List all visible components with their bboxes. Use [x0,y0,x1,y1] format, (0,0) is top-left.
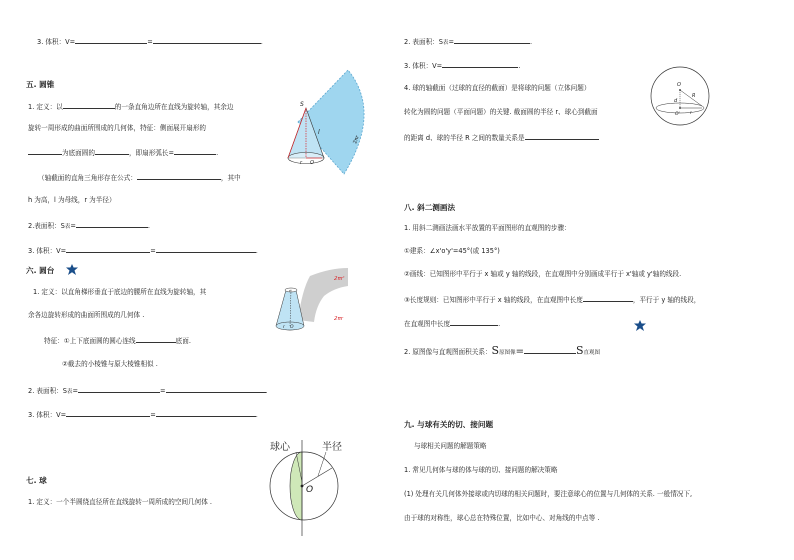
oblique-line4: ③长度规则：已知图形中平行于 x 轴的线段，在直观图中长度 ，平行于 y 轴的线段， [404,296,701,304]
frustum-heading: 六. 圆台 [26,266,55,275]
star-icon [66,264,78,276]
cone-note-line1: （轴截面的直角三角形存在公式： ，其中 [38,174,241,182]
blank[interactable] [137,172,221,180]
cone-volume: 3. 体积：V= = . [28,247,258,255]
oblique-line5: 在直观图中长度 . [404,320,501,328]
oblique-heading: 八. 斜二测画法 [404,203,456,212]
cross-label-O2: O' [675,112,680,117]
sphere-area: 2. 表面积：S表= . [404,38,533,46]
cross-label-d: d [674,98,678,104]
blank[interactable] [450,318,498,326]
sphere-label-center: 球心 [270,442,290,453]
cone-label-O: O [310,160,314,166]
cone-def-line1: 1. 定义：以 的一条直角边所在直线为旋转轴，其余边 [28,103,234,111]
frustum-label-r-top: r' [289,289,292,293]
frustum-label-arc-bottom: 2πr [334,316,344,322]
cone-label-S: S [300,101,304,108]
cone-label-arc: 2πr [352,134,361,145]
frustum-feature1: 特征：①上下底面圆的圆心连线 底面. [44,337,191,345]
frustum-label-O: O [290,325,294,330]
sphere-label-radius: 半径 [322,442,342,453]
frustum-def-line2: 余各边旋转形成的曲面所围成的几何体 . [28,311,145,319]
tangent-line2: 1. 常见几何体与球的体与球的切、接问题的解决策略 [404,466,558,474]
blank[interactable] [66,409,150,417]
sphere-figure [262,432,352,542]
blank[interactable] [136,335,176,343]
sphere-volume: 3. 体积：V= . [404,62,521,70]
blank[interactable] [442,60,518,68]
frustum-label-arc-top: 2πr' [334,276,345,282]
frustum-figure [268,262,368,342]
blank[interactable] [525,132,599,140]
cone-area: 2.表面积：S表= . [28,222,151,230]
blank[interactable] [95,147,129,155]
blank[interactable] [76,220,148,228]
blank[interactable] [156,245,256,253]
cone-heading: 五. 圆锥 [26,80,55,89]
cone-prev-volume: 3. 体积：V= = . [37,38,263,46]
frustum-feature2: ②截去的小棱锥与原大棱锥相似 . [62,360,158,368]
blank[interactable] [174,147,216,155]
sphere-heading: 七. 球 [26,476,47,485]
blank[interactable] [66,245,150,253]
blank[interactable] [166,385,266,393]
sphere-item4-line3: 的距离 d、球的半径 R 之间的数量关系是 [404,132,599,143]
cone-label-l: l [318,129,320,136]
sphere-item4-line2: 转化为圆的问题（平面问题）的关键. 截面圆的半径 r、球心到截面 [404,108,598,116]
blank[interactable] [583,294,633,302]
frustum-label-r: r [283,325,285,330]
blank[interactable] [78,385,160,393]
sphere-outline [270,452,338,520]
oblique-area-relation: 2. 原图像与直观图面积关系：S原图像= S直观图 [404,344,601,357]
oblique-line1: 1. 用斜二测画法画水平放置的平面图形的直观图的步骤： [404,224,571,232]
sphere-label-O: O [306,485,314,495]
frustum-area: 2. 表面积：S表= = . [28,387,268,395]
oblique-line3: ②画线：已知图形中平行于 x 轴或 y 轴的线段，在直观图中分别画成平行于 x'轴或 y'轴的线段. [404,270,682,278]
blank[interactable] [524,346,576,354]
blank[interactable] [153,36,261,44]
sphere-cross-section-figure [648,64,714,130]
cross-label-r: r [690,111,692,116]
oblique-line2: ①建系：∠x'o'y'=45°(或 135°) [404,247,500,255]
tangent-heading: 九. 与球有关的切、接问题 [404,420,494,429]
sphere-def: 1. 定义：一个半圆绕直径所在直线旋转一周所成的空间几何体 . [28,498,213,506]
cross-label-O: O [677,82,681,88]
tangent-line1: 与球相关问题的解题策略 [414,442,487,450]
blank[interactable] [156,409,256,417]
frustum-def-line1: 1. 定义：以直角梯形垂直于底边的腰所在直线为旋转轴，其 [33,288,207,296]
blank[interactable] [28,147,62,155]
tangent-line4: 由于球的对称性，球心总在特殊位置，比如中心、对角线的中点等 . [404,514,600,522]
cross-label-R: R [692,93,696,99]
star-icon [634,320,646,332]
sphere-half-disk [290,452,302,520]
cone-label-r: r [300,160,303,166]
cone-def-line3: 为底面圆的 ，即扇形弧长= . [28,147,218,158]
blank[interactable] [63,101,115,109]
cone-note-line2: h 为高，l 为母线，r 为半径） [28,196,116,204]
blank[interactable] [454,36,530,44]
sphere-item4-line1: 4. 球的轴截面（过球的直径的截面）是将球的问题（立体问题） [404,84,591,92]
cone-figure [272,62,382,192]
frustum-volume: 3. 体积：V= = . [28,411,258,419]
tangent-line3: (1) 处理有关几何体外接球或内切球的相关问题时，要注意球心的位置与几何体的关系. 一般情况下, [404,490,693,498]
cone-def-line2: 旋转一周形成的曲面所围成的几何体，特征：侧面展开扇形的 [28,124,207,132]
blank[interactable] [75,36,147,44]
